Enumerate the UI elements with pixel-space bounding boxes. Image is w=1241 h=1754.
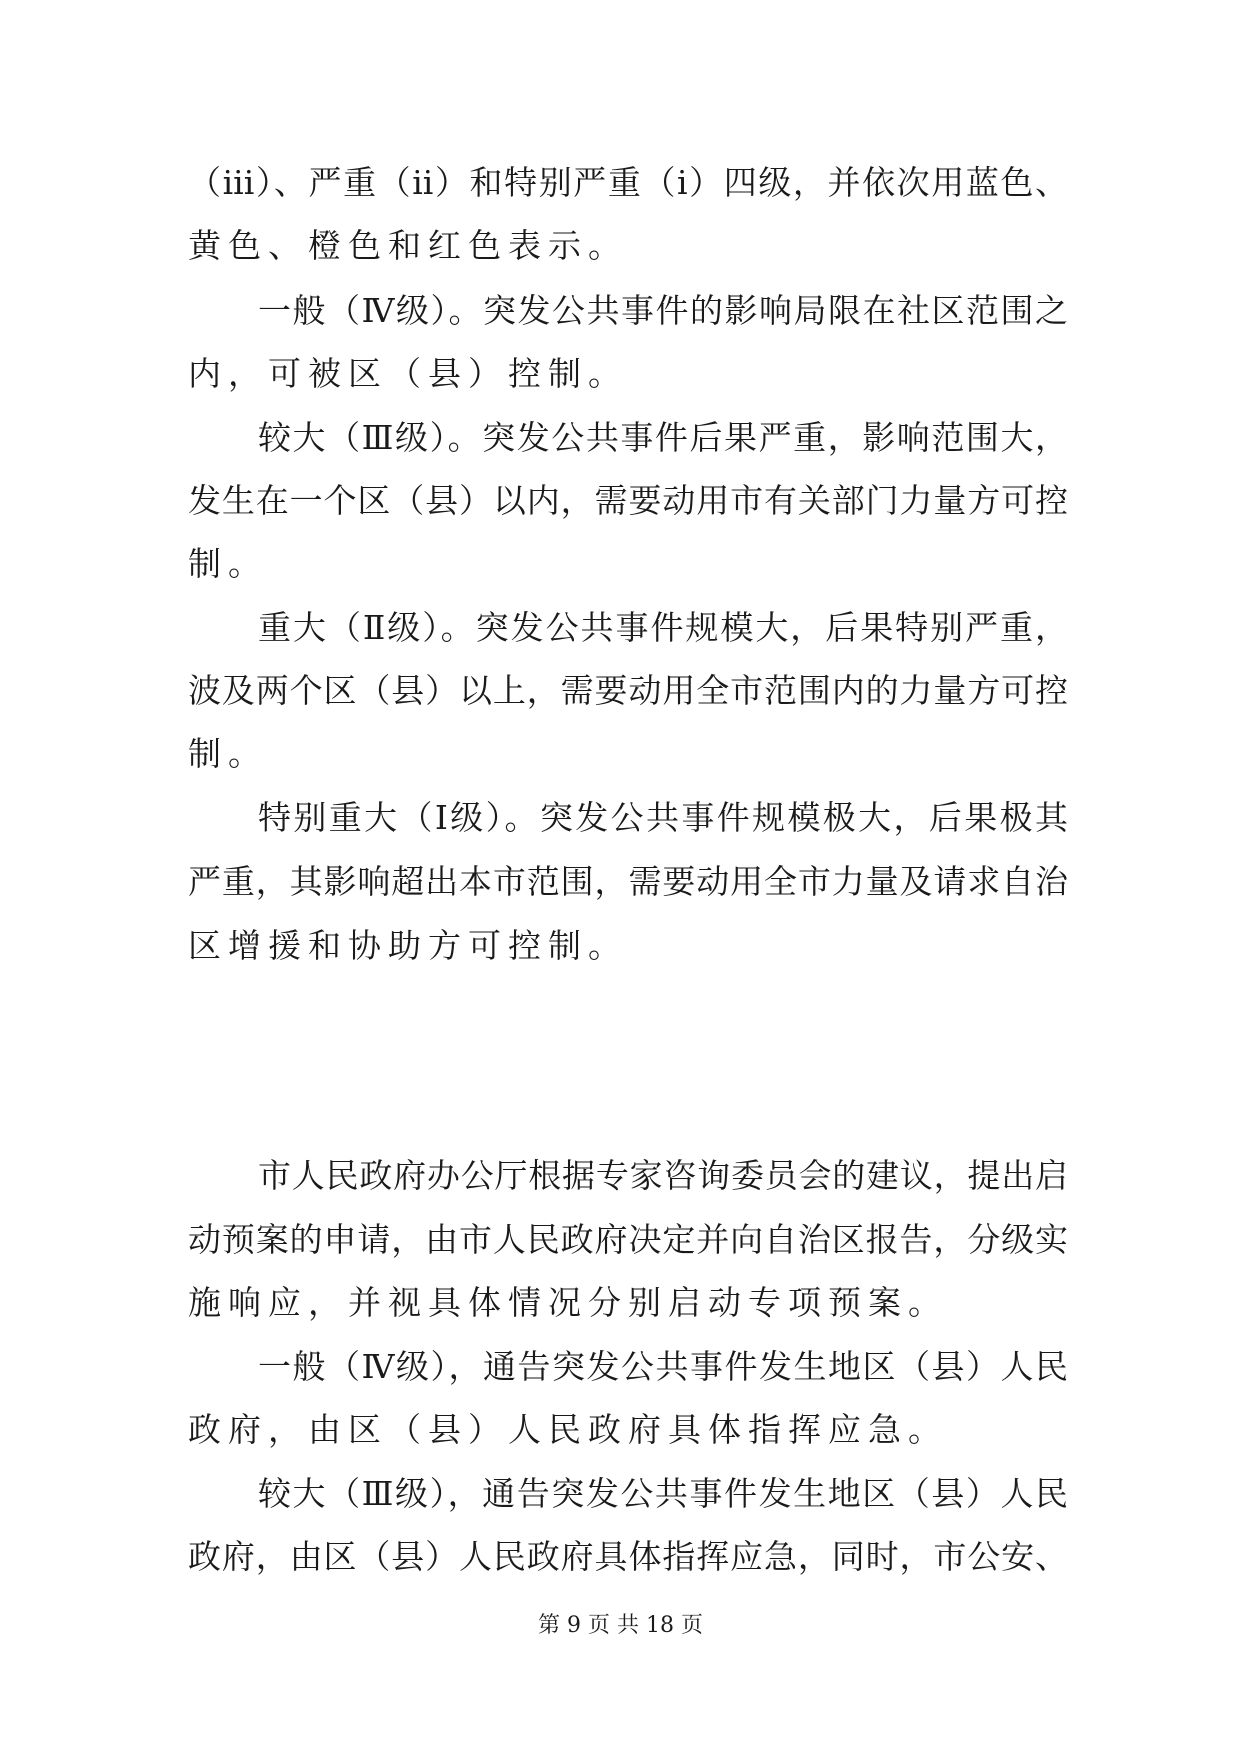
- paragraph-line: 波及两个区（县）以上，需要动用全市范围内的力量方可控: [188, 671, 1068, 710]
- paragraph-line: 一般（Ⅳ级），通告突发公共事件发生地区（县）人民: [258, 1347, 1068, 1386]
- paragraph-line: 施响应，并视具体情况分别启动专项预案。: [188, 1283, 948, 1322]
- paragraph-line: 制。: [188, 544, 268, 583]
- paragraph-line: 区增援和协助方可控制。: [188, 926, 628, 965]
- paragraph-line: 严重，其影响超出本市范围，需要动用全市力量及请求自治: [188, 862, 1068, 901]
- paragraph-line: 特别重大（Ⅰ级）。突发公共事件规模极大，后果极其: [258, 798, 1068, 837]
- paragraph-line: 政府，由区（县）人民政府具体指挥应急。: [188, 1410, 948, 1449]
- paragraph-line: 一般（Ⅳ级）。突发公共事件的影响局限在社区范围之: [258, 291, 1068, 330]
- paragraph-line: 动预案的申请，由市人民政府决定并向自治区报告，分级实: [188, 1220, 1068, 1259]
- page-number-footer: 第 9 页 共 18 页: [538, 1613, 703, 1638]
- paragraph-line: 重大（Ⅱ级）。突发公共事件规模大，后果特别严重，: [258, 608, 1068, 647]
- paragraph-line: 较大（Ⅲ级）。突发公共事件后果严重，影响范围大，: [258, 418, 1068, 457]
- paragraph-line: 内，可被区（县）控制。: [188, 354, 628, 393]
- paragraph-line: 较大（Ⅲ级），通告突发公共事件发生地区（县）人民: [258, 1474, 1068, 1513]
- paragraph-line: 制。: [188, 734, 268, 773]
- paragraph-line: （iii）、严重（ii）和特别严重（i）四级，并依次用蓝色、: [188, 163, 1068, 202]
- paragraph-line: 发生在一个区（县）以内，需要动用市有关部门力量方可控: [188, 481, 1068, 520]
- paragraph-line: 市人民政府办公厅根据专家咨询委员会的建议，提出启: [258, 1156, 1068, 1195]
- paragraph-line: 政府，由区（县）人民政府具体指挥应急，同时，市公安、: [188, 1537, 1068, 1576]
- paragraph-line: 黄色、橙色和红色表示。: [188, 226, 628, 265]
